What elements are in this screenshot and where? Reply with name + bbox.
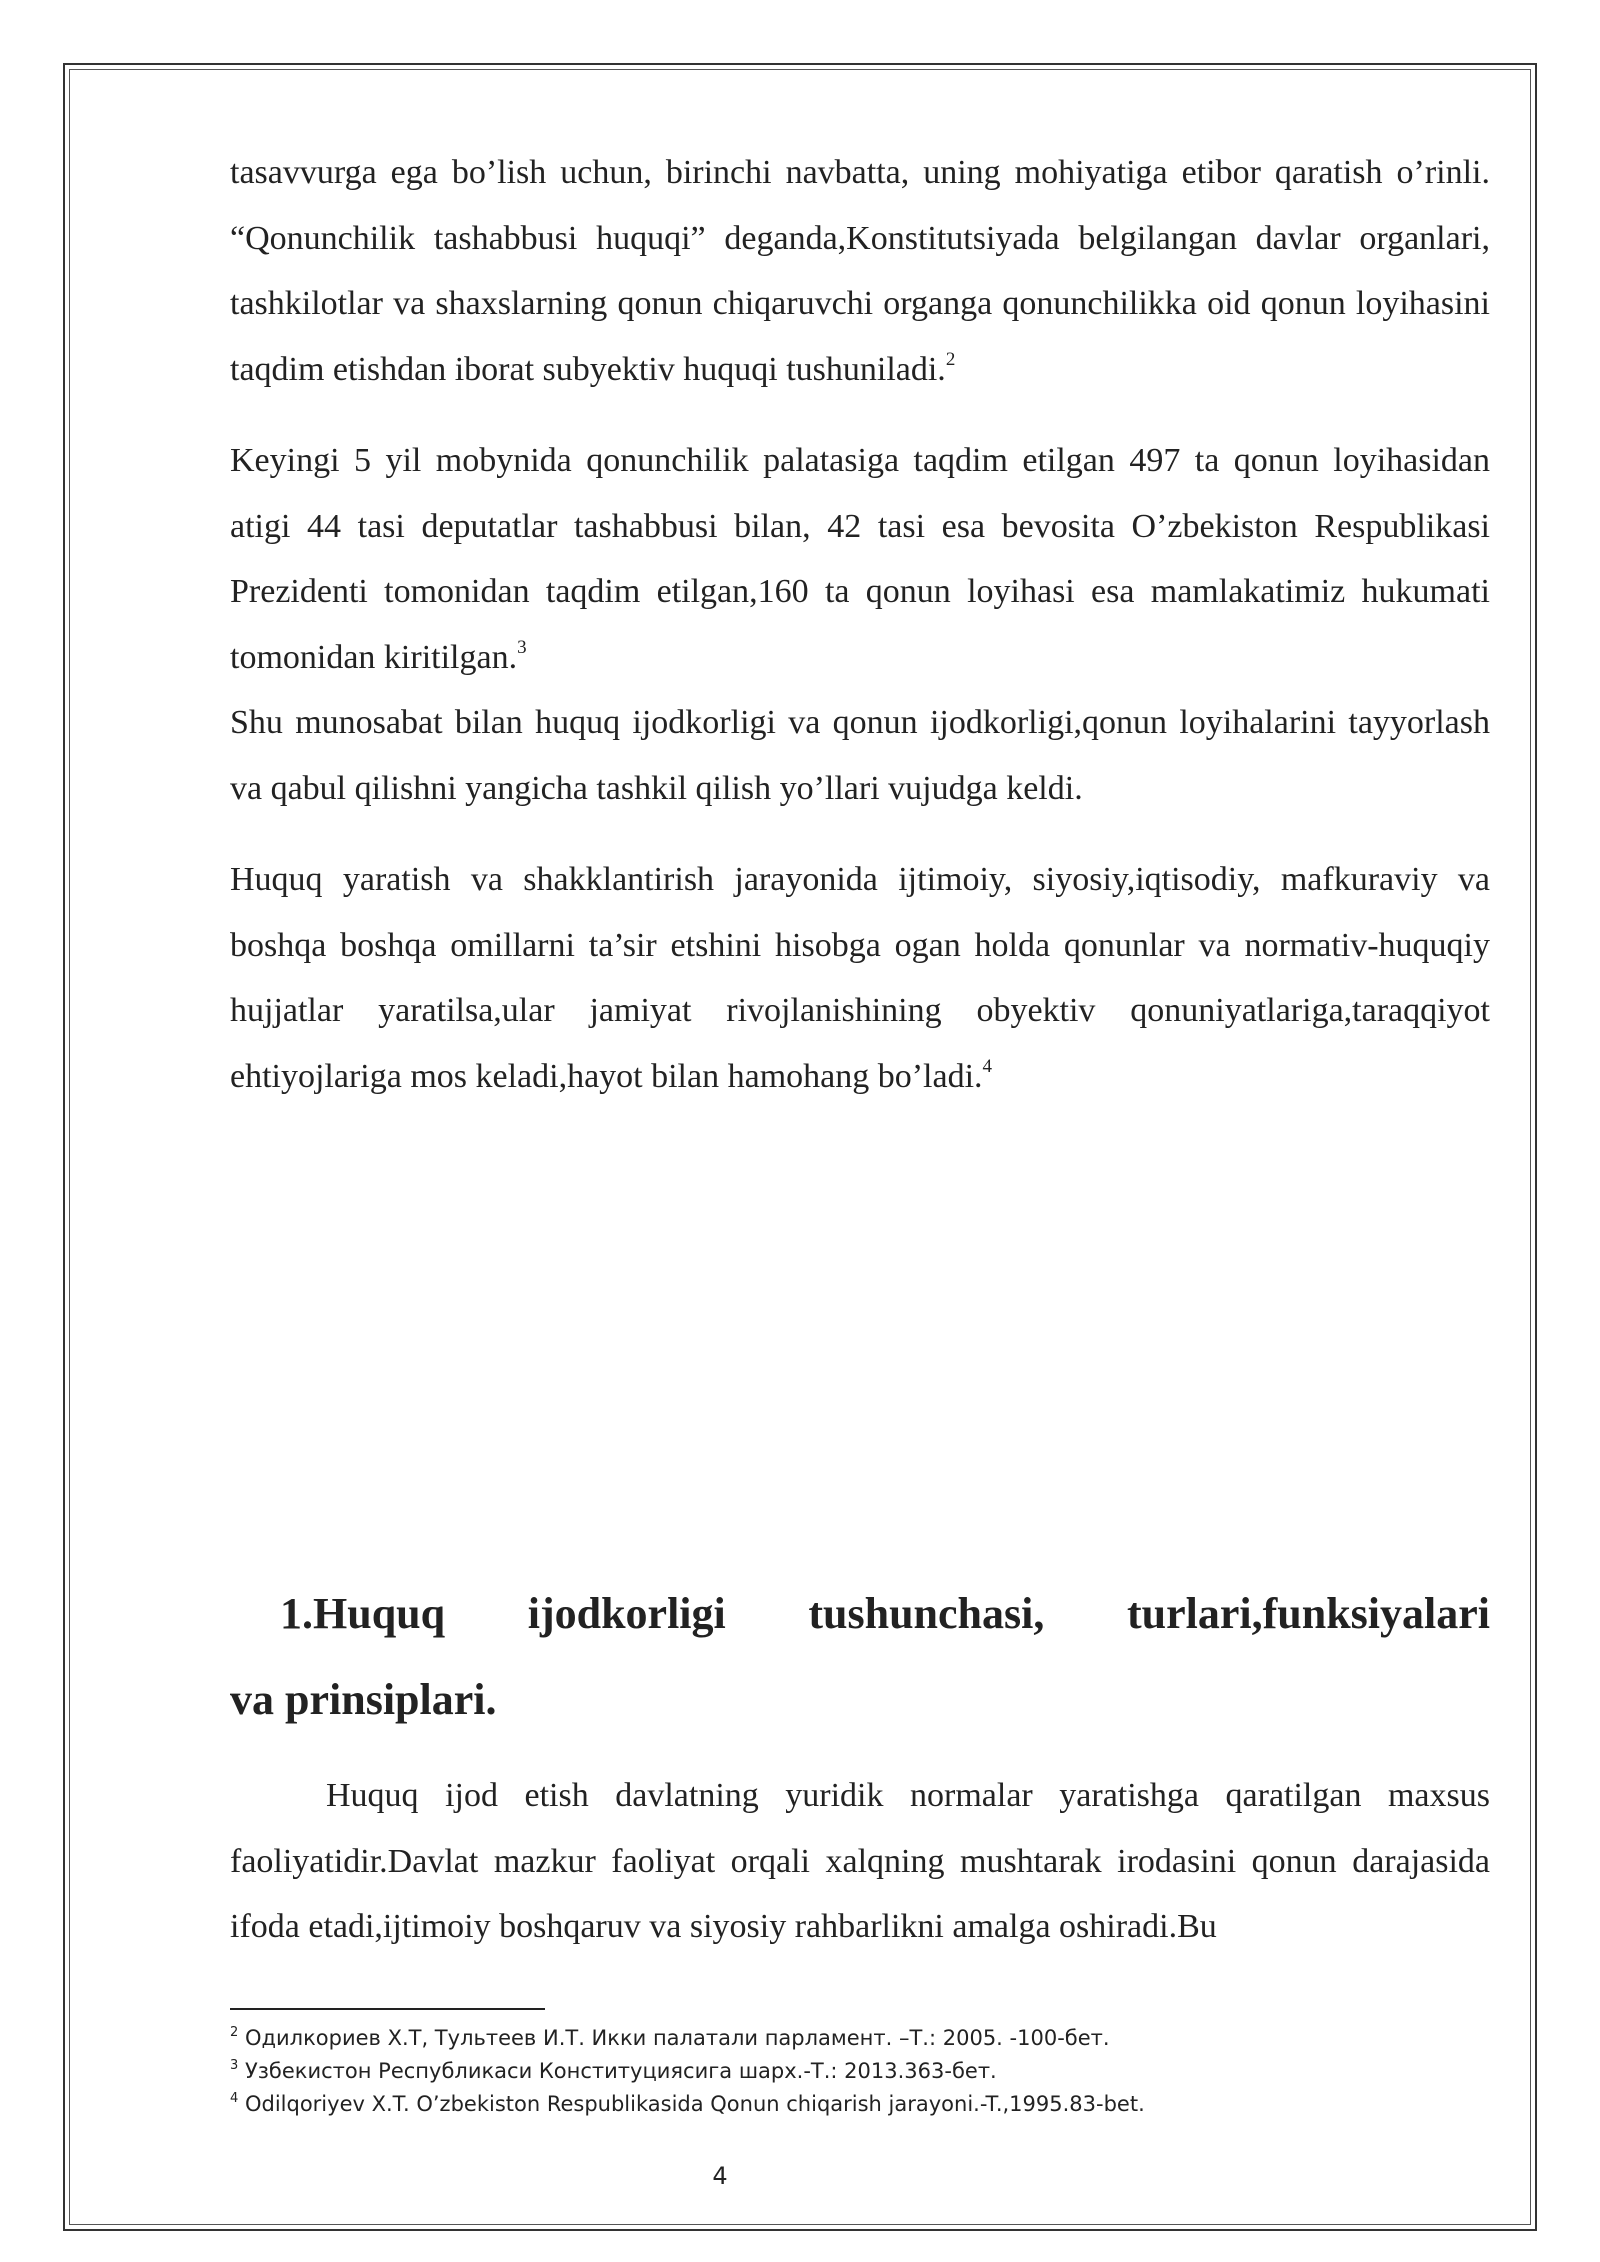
footnotes bbox=[230, 2022, 1490, 2121]
footnote-ref-3[interactable]: 3 bbox=[517, 637, 527, 659]
footnote-ref-2[interactable]: 2 bbox=[945, 349, 956, 371]
footnote-ref-4[interactable]: 4 bbox=[982, 1056, 993, 1078]
footnote-text: Одилкориев Х.Т, Тультеев И.Т. Икки палатали парламент. –Т.: 2005. -100-бет. bbox=[244, 2026, 1110, 2050]
footnote-number: 4 bbox=[230, 2091, 239, 2106]
paragraph-1-text: tasavvurga ega bo’lish uchun, birinchi navbatta, uning mohiyatiga etibor qaratish o’rinli. “Qonunchilik tashabbusi huquqi” deganda,Konstitutsiyada belgilangan davlar organlari, tashkilotlar va shaxslarning qonun chiqaruvchi organga qonunchilikka oid qonun loyihasini taqdim etishdan iborat subyektiv huquqi tushuniladi. bbox=[230, 154, 1490, 388]
section-heading bbox=[230, 1571, 1490, 1743]
footnote-number: 3 bbox=[230, 2058, 239, 2073]
paragraph-2-text-b: Shu munosabat bilan huquq ijodkorligi va qonun ijodkorligi,qonun loyihalarini tayyorlash va qabul qilishni yangicha tashkil qilish yo’llari vujudga keldi. bbox=[230, 704, 1490, 807]
footnote-4 bbox=[230, 2088, 1490, 2121]
paragraph-2-text-a: Keyingi 5 yil mobynida qonunchilik palatasiga taqdim etilgan 497 ta qonun loyihasidan atigi 44 tasi deputatlar tashabbusi bilan, 42 tasi esa bevosita O’zbekiston Respublikasi Prezidenti tomonidan taqdim etilgan,160 ta qonun loyihasi esa mamlakatimiz hukumati tomonidan kiritilgan. bbox=[230, 442, 1490, 676]
paragraph-2 bbox=[230, 428, 1490, 821]
footnote-3 bbox=[230, 2055, 1490, 2088]
section-paragraph: Huquq ijod etish davlatning yuridik normalar yaratishga qaratilgan maxsus faoliyatidir.Davlat mazkur faoliyat orqali xalqning mushtarak irodasini qonun darajasida ifoda etadi,ijtimoiy boshqaruv va siyosiy rahbarlikni amalga oshiradi.Bu bbox=[230, 1777, 1490, 1945]
document-body bbox=[230, 140, 1490, 1109]
page-number: 4 bbox=[712, 2162, 728, 2190]
section-body bbox=[230, 1763, 1490, 1960]
section-heading-line-2: va prinsiplari. bbox=[230, 1675, 497, 1724]
paragraph-1 bbox=[230, 140, 1490, 402]
section-heading-line-1: 1.Huquq ijodkorligi tushunchasi, turlari,funksiyalari bbox=[280, 1589, 1490, 1638]
footnote-separator bbox=[230, 2008, 545, 2010]
paragraph-3-text: Huquq yaratish va shakklantirish jarayonida ijtimoiy, siyosiy,iqtisodiy, mafkuraviy va boshqa boshqa omillarni ta’sir etshini hisobga ogan holda qonunlar va normativ-huquqiy hujjatlar yaratilsa,ular jamiyat rivojlanishining obyektiv qonuniyatlariga,taraqqiyot ehtiyojlariga mos keladi,hayot bilan hamohang bo’ladi. bbox=[230, 861, 1490, 1095]
footnote-2 bbox=[230, 2022, 1490, 2055]
footnote-number: 2 bbox=[230, 2025, 239, 2040]
footnote-text: Узбекистон Республикаси Конституциясига шарх.-Т.: 2013.363-бет. bbox=[244, 2059, 997, 2083]
footnote-text: Odilqoriyev X.T. O’zbekiston Respublikasida Qonun chiqarish jarayoni.-T.,1995.83-bet. bbox=[244, 2092, 1145, 2116]
paragraph-3 bbox=[230, 847, 1490, 1109]
